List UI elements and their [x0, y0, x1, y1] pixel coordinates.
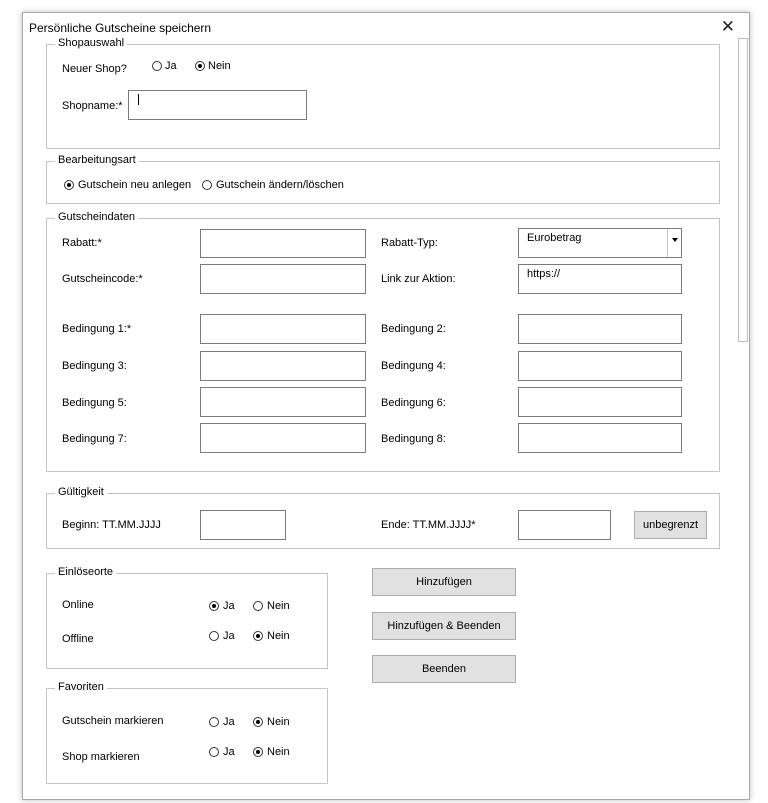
gutscheindaten-legend: Gutscheindaten	[55, 211, 138, 223]
gutschein-markieren-nein-radio[interactable]	[253, 717, 263, 727]
chevron-down-icon[interactable]	[667, 229, 681, 257]
bedingung-7-label: Bedingung 7:	[62, 433, 127, 445]
rabatt-typ-label: Rabatt-Typ:	[381, 237, 438, 249]
beginn-input[interactable]	[200, 510, 286, 540]
bedingung-5-input[interactable]	[200, 387, 366, 417]
shop-markieren-nein-label: Nein	[267, 746, 290, 758]
bedingung-8-input[interactable]	[518, 423, 682, 453]
offline-nein-label: Nein	[267, 630, 290, 642]
beenden-button[interactable]: Beenden	[372, 655, 516, 683]
gueltigkeit-legend: Gültigkeit	[55, 486, 107, 498]
shop-markieren-ja-radio[interactable]	[209, 747, 219, 757]
bedingung-6-label: Bedingung 6:	[381, 397, 446, 409]
online-nein-label: Nein	[267, 600, 290, 612]
gutschein-markieren-nein-label: Nein	[267, 716, 290, 728]
rabatt-typ-select[interactable]	[518, 228, 682, 258]
rabatt-input[interactable]	[200, 229, 366, 258]
bedingung-7-input[interactable]	[200, 423, 366, 453]
rabatt-typ-value: Eurobetrag	[527, 232, 582, 244]
online-ja-radio[interactable]	[209, 601, 219, 611]
neuer-shop-nein-radio[interactable]	[195, 61, 205, 71]
dialog-title: Persönliche Gutscheine speichern	[29, 21, 212, 35]
neuer-shop-nein-label: Nein	[208, 60, 231, 72]
neuer-shop-ja-radio[interactable]	[152, 61, 162, 71]
bearbeitungsart-legend: Bearbeitungsart	[55, 154, 139, 166]
bearbeitung-aendern-label: Gutschein ändern/löschen	[216, 179, 344, 191]
neuer-shop-ja-label: Ja	[165, 60, 177, 72]
bedingung-4-label: Bedingung 4:	[381, 360, 446, 372]
bedingung-2-input[interactable]	[518, 314, 682, 344]
close-icon[interactable]: ✕	[720, 17, 735, 36]
link-input[interactable]: https://	[518, 264, 682, 294]
offline-ja-label: Ja	[223, 630, 235, 642]
gutscheincode-input[interactable]	[200, 264, 366, 294]
shop-markieren-ja-label: Ja	[223, 746, 235, 758]
ende-label: Ende: TT.MM.JJJJ*	[381, 519, 476, 531]
bedingung-1-label: Bedingung 1:*	[62, 323, 132, 335]
neuer-shop-label: Neuer Shop?	[62, 63, 127, 75]
einloeseorte-legend: Einlöseorte	[55, 566, 116, 578]
shopname-input[interactable]	[128, 90, 307, 120]
text-caret	[138, 94, 139, 105]
offline-ja-radio[interactable]	[209, 631, 219, 641]
online-ja-label: Ja	[223, 600, 235, 612]
gutscheincode-label: Gutscheincode:*	[62, 273, 143, 285]
hinzufuegen-button[interactable]: Hinzufügen	[372, 568, 516, 596]
link-label: Link zur Aktion:	[381, 273, 456, 285]
shopauswahl-legend: Shopauswahl	[55, 37, 127, 49]
offline-nein-radio[interactable]	[253, 631, 263, 641]
scrollbar[interactable]	[738, 38, 748, 342]
shopname-label: Shopname:*	[62, 100, 123, 112]
bearbeitung-neu-radio[interactable]	[64, 180, 74, 190]
ende-input[interactable]	[518, 510, 611, 540]
gutschein-markieren-label: Gutschein markieren	[62, 715, 164, 727]
favoriten-legend: Favoriten	[55, 681, 107, 693]
offline-label: Offline	[62, 633, 94, 645]
beginn-label: Beginn: TT.MM.JJJJ	[62, 519, 161, 531]
gutschein-markieren-ja-label: Ja	[223, 716, 235, 728]
hinzufuegen-beenden-button[interactable]: Hinzufügen & Beenden	[372, 612, 516, 640]
einloeseorte-frame	[46, 566, 328, 669]
bedingung-3-input[interactable]	[200, 351, 366, 381]
bedingung-2-label: Bedingung 2:	[381, 323, 446, 335]
bedingung-5-label: Bedingung 5:	[62, 397, 127, 409]
shop-markieren-nein-radio[interactable]	[253, 747, 263, 757]
bedingung-3-label: Bedingung 3:	[62, 360, 127, 372]
bedingung-4-input[interactable]	[518, 351, 682, 381]
bedingung-6-input[interactable]	[518, 387, 682, 417]
favoriten-frame	[46, 681, 328, 784]
bearbeitung-neu-label: Gutschein neu anlegen	[78, 179, 192, 191]
bedingung-1-input[interactable]	[200, 314, 366, 344]
online-nein-radio[interactable]	[253, 601, 263, 611]
shop-markieren-label: Shop markieren	[62, 751, 140, 763]
online-label: Online	[62, 599, 94, 611]
rabatt-label: Rabatt:*	[62, 237, 102, 249]
gutschein-markieren-ja-radio[interactable]	[209, 717, 219, 727]
bedingung-8-label: Bedingung 8:	[381, 433, 446, 445]
unbegrenzt-button[interactable]: unbegrenzt	[634, 511, 707, 539]
bearbeitung-aendern-radio[interactable]	[202, 180, 212, 190]
